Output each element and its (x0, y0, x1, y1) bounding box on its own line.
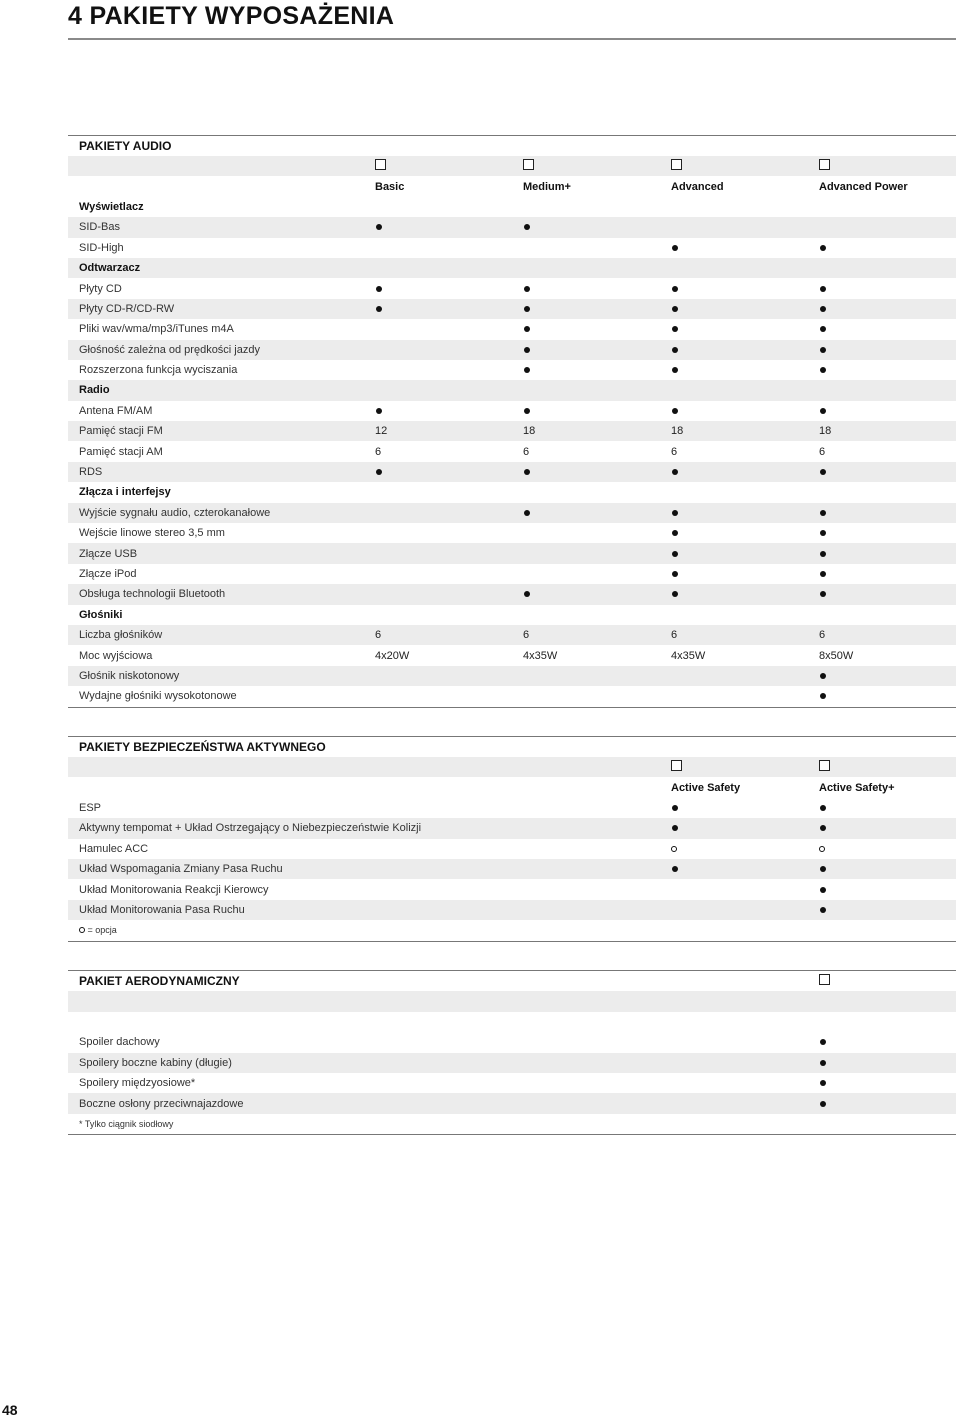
filled-dot-icon (672, 408, 678, 414)
column-header: Active Safety (671, 781, 741, 794)
filled-dot-icon (672, 571, 678, 577)
cell-value: 18 (523, 425, 536, 438)
row-label: Liczba głośników (79, 629, 163, 642)
standard-dot-icon (671, 588, 811, 600)
standard-dot-icon (671, 303, 811, 315)
checkbox-active-safety-plus[interactable] (819, 760, 830, 771)
table-row (68, 278, 956, 298)
aero-footnote: * Tylko ciągnik siodłowy (79, 1118, 174, 1129)
row-label: Spoilery boczne kabiny (długie) (79, 1056, 232, 1069)
row-label: Pamięć stacji AM (79, 445, 163, 458)
filled-dot-icon (672, 326, 678, 332)
cell-value: 6 (671, 629, 678, 642)
row-label: SID-High (79, 241, 124, 254)
aero-blank-row (68, 991, 956, 1011)
aero-package-table (68, 970, 956, 1135)
filled-dot-icon (524, 224, 530, 230)
standard-dot-icon (671, 466, 811, 478)
filled-dot-icon (820, 1039, 826, 1045)
row-label: SID-Bas (79, 221, 120, 234)
checkbox-advanced[interactable] (671, 159, 682, 170)
row-label: Płyty CD-R/CD-RW (79, 302, 175, 315)
table-row (68, 818, 956, 838)
safety-checkbox-row (68, 757, 956, 777)
standard-dot-icon (819, 670, 959, 682)
filled-dot-icon (376, 469, 382, 475)
cell-value: 6 (819, 445, 826, 458)
row-label: Obsługa technologii Bluetooth (79, 588, 226, 601)
audio-heading: PAKIETY AUDIO (68, 135, 956, 156)
standard-dot-icon (819, 1057, 959, 1069)
option-ring-icon (819, 843, 959, 855)
group-header-row (68, 258, 956, 278)
safety-packages-table (68, 736, 956, 942)
row-label: RDS (79, 466, 103, 479)
filled-dot-icon (376, 286, 382, 292)
filled-dot-icon (672, 347, 678, 353)
filled-dot-icon (820, 408, 826, 414)
filled-dot-icon (820, 907, 826, 913)
standard-dot-icon (819, 548, 959, 560)
standard-dot-icon (523, 588, 663, 600)
standard-dot-icon (671, 364, 811, 376)
filled-dot-icon (524, 347, 530, 353)
filled-dot-icon (820, 530, 826, 536)
aero-heading: PAKIET AERODYNAMICZNY (79, 974, 240, 989)
filled-dot-icon (820, 347, 826, 353)
table-row (68, 900, 956, 920)
row-label: Moc wyjściowa (79, 649, 153, 662)
aero-footnote-row (68, 1114, 956, 1134)
audio-checkbox-row (68, 156, 956, 176)
table-row (68, 584, 956, 604)
row-label: Wyjście sygnału audio, czterokanałowe (79, 506, 271, 519)
filled-dot-icon (820, 306, 826, 312)
row-label: Układ Wspomagania Zmiany Pasa Ruchu (79, 863, 283, 876)
group-label: Wyświetlacz (79, 200, 144, 213)
group-label: Złącza i interfejsy (79, 486, 171, 499)
row-label: Głośnik niskotonowy (79, 669, 180, 682)
standard-dot-icon (819, 588, 959, 600)
table-row (68, 879, 956, 899)
checkbox-medium-plus[interactable] (523, 159, 534, 170)
filled-dot-icon (672, 825, 678, 831)
table-row (68, 666, 956, 686)
row-label: Układ Monitorowania Pasa Ruchu (79, 903, 245, 916)
row-label: Wydajne głośniki wysokotonowe (79, 690, 237, 703)
standard-dot-icon (671, 405, 811, 417)
table-row (68, 503, 956, 523)
standard-dot-icon (671, 323, 811, 335)
aero-spacer-row (68, 1012, 956, 1032)
table-row (68, 1073, 956, 1093)
table-row (68, 625, 956, 645)
standard-dot-icon (819, 822, 959, 834)
filled-dot-icon (820, 286, 826, 292)
row-label: Układ Monitorowania Reakcji Kierowcy (79, 883, 269, 896)
filled-dot-icon (820, 805, 826, 811)
table-row (68, 564, 956, 584)
standard-dot-icon (819, 344, 959, 356)
filled-dot-icon (672, 367, 678, 373)
open-ring-icon (819, 846, 825, 852)
filled-dot-icon (820, 887, 826, 893)
table-row (68, 839, 956, 859)
filled-dot-icon (820, 367, 826, 373)
table-row (68, 859, 956, 879)
row-label: Złącze USB (79, 547, 138, 560)
cell-value: 4x35W (523, 649, 558, 662)
option-legend (68, 920, 956, 940)
table-row (68, 1093, 956, 1113)
standard-dot-icon (671, 283, 811, 295)
row-label: Antena FM/AM (79, 404, 153, 417)
column-header: Advanced (671, 180, 724, 193)
standard-dot-icon (819, 884, 959, 896)
standard-dot-icon (819, 303, 959, 315)
filled-dot-icon (524, 469, 530, 475)
cell-value: 4x20W (375, 649, 410, 662)
standard-dot-icon (819, 507, 959, 519)
filled-dot-icon (672, 469, 678, 475)
row-label: Złącze iPod (79, 568, 137, 580)
standard-dot-icon (819, 1098, 959, 1110)
option-ring-icon (671, 843, 811, 855)
standard-dot-icon (819, 1077, 959, 1089)
row-label: Wejście linowe stereo 3,5 mm (79, 527, 225, 540)
group-label: Głośniki (79, 608, 123, 621)
standard-dot-icon (375, 405, 515, 417)
standard-dot-icon (671, 344, 811, 356)
table-row (68, 401, 956, 421)
row-label: Spoiler dachowy (79, 1036, 160, 1049)
filled-dot-icon (820, 469, 826, 475)
row-label: Pamięć stacji FM (79, 425, 163, 438)
table-row (68, 543, 956, 563)
cell-value: 6 (671, 445, 678, 458)
filled-dot-icon (524, 408, 530, 414)
standard-dot-icon (523, 405, 663, 417)
group-header-row (68, 380, 956, 400)
row-label: Hamulec ACC (79, 842, 149, 855)
filled-dot-icon (672, 510, 678, 516)
row-label: Płyty CD (79, 282, 122, 295)
group-header-row (68, 605, 956, 625)
standard-dot-icon (819, 323, 959, 335)
group-label: Radio (79, 384, 110, 397)
standard-dot-icon (375, 283, 515, 295)
standard-dot-icon (819, 527, 959, 539)
checkbox-advanced-power[interactable] (819, 159, 830, 170)
column-header: Medium+ (523, 180, 571, 193)
filled-dot-icon (524, 306, 530, 312)
cell-value: 18 (671, 425, 684, 438)
filled-dot-icon (524, 286, 530, 292)
standard-dot-icon (671, 507, 811, 519)
table-row (68, 523, 956, 543)
checkbox-basic[interactable] (375, 159, 386, 170)
cell-value: 6 (375, 629, 382, 642)
filled-dot-icon (820, 693, 826, 699)
filled-dot-icon (524, 326, 530, 332)
title-rule (68, 38, 956, 40)
filled-dot-icon (820, 591, 826, 597)
row-label: Aktywny tempomat + Układ Ostrzegający o Niebezpieczeństwie Kolizji (79, 822, 422, 835)
filled-dot-icon (672, 306, 678, 312)
row-label: Spoilery międzyosiowe* (79, 1077, 196, 1090)
table-row (68, 441, 956, 461)
standard-dot-icon (375, 221, 515, 233)
filled-dot-icon (820, 866, 826, 872)
filled-dot-icon (820, 326, 826, 332)
cell-value: 12 (375, 425, 388, 438)
standard-dot-icon (671, 802, 811, 814)
cell-value: 6 (523, 445, 530, 458)
filled-dot-icon (820, 551, 826, 557)
standard-dot-icon (523, 466, 663, 478)
cell-value: 6 (375, 445, 382, 458)
standard-dot-icon (523, 283, 663, 295)
standard-dot-icon (819, 863, 959, 875)
table-row (68, 340, 956, 360)
filled-dot-icon (672, 551, 678, 557)
checkbox-active-safety[interactable] (671, 760, 682, 771)
filled-dot-icon (672, 530, 678, 536)
row-label: Rozszerzona funkcja wyciszania (79, 364, 238, 377)
filled-dot-icon (524, 510, 530, 516)
aero-heading-row (68, 970, 956, 991)
standard-dot-icon (671, 568, 811, 580)
filled-dot-icon (672, 866, 678, 872)
standard-dot-icon (671, 527, 811, 539)
filled-dot-icon (820, 571, 826, 577)
standard-dot-icon (523, 323, 663, 335)
standard-dot-icon (819, 1036, 959, 1048)
group-header-row (68, 197, 956, 217)
standard-dot-icon (523, 221, 663, 233)
open-ring-icon (671, 846, 677, 852)
column-header: Advanced Power (819, 180, 908, 193)
filled-dot-icon (820, 673, 826, 679)
standard-dot-icon (375, 466, 515, 478)
filled-dot-icon (820, 1101, 826, 1107)
standard-dot-icon (819, 568, 959, 580)
column-header: Basic (375, 180, 405, 193)
table-row (68, 299, 956, 319)
filled-dot-icon (672, 245, 678, 251)
table-row (68, 798, 956, 818)
legend-text: = opcja (87, 925, 117, 936)
filled-dot-icon (376, 224, 382, 230)
standard-dot-icon (819, 405, 959, 417)
table-row (68, 238, 956, 258)
table-row (68, 421, 956, 441)
standard-dot-icon (523, 303, 663, 315)
column-header: Active Safety+ (819, 781, 895, 794)
filled-dot-icon (820, 510, 826, 516)
filled-dot-icon (376, 306, 382, 312)
filled-dot-icon (820, 825, 826, 831)
table-row (68, 1032, 956, 1052)
row-label: Boczne osłony przeciwnajazdowe (79, 1097, 244, 1110)
cell-value: 6 (819, 629, 826, 642)
row-label: ESP (79, 801, 102, 814)
option-ring-icon (79, 927, 85, 933)
row-label: Pliki wav/wma/mp3/iTunes m4A (79, 323, 234, 336)
cell-value: 8x50W (819, 649, 854, 662)
group-header-row (68, 482, 956, 502)
standard-dot-icon (671, 242, 811, 254)
standard-dot-icon (819, 690, 959, 702)
standard-dot-icon (671, 822, 811, 834)
page-number: 48 (2, 1402, 18, 1418)
standard-dot-icon (523, 344, 663, 356)
cell-value: 4x35W (671, 649, 706, 662)
row-label: Głośność zależna od prędkości jazdy (79, 343, 260, 356)
table-row (68, 686, 956, 706)
safety-column-headers (68, 777, 956, 797)
table-row (68, 462, 956, 482)
filled-dot-icon (672, 286, 678, 292)
audio-column-headers (68, 176, 956, 196)
filled-dot-icon (672, 591, 678, 597)
audio-packages-table (68, 135, 956, 708)
standard-dot-icon (523, 507, 663, 519)
filled-dot-icon (672, 805, 678, 811)
filled-dot-icon (820, 1080, 826, 1086)
standard-dot-icon (819, 802, 959, 814)
standard-dot-icon (375, 303, 515, 315)
standard-dot-icon (819, 283, 959, 295)
table-row (68, 1053, 956, 1073)
safety-heading: PAKIETY BEZPIECZEŃSTWA AKTYWNEGO (68, 736, 956, 757)
filled-dot-icon (524, 367, 530, 373)
filled-dot-icon (524, 591, 530, 597)
table-row (68, 217, 956, 237)
table-row (68, 319, 956, 339)
cell-value: 6 (523, 629, 530, 642)
group-label: Odtwarzacz (79, 262, 141, 275)
table-row (68, 645, 956, 665)
standard-dot-icon (671, 548, 811, 560)
standard-dot-icon (819, 904, 959, 916)
standard-dot-icon (819, 364, 959, 376)
checkbox-aero[interactable] (819, 974, 830, 985)
table-row (68, 360, 956, 380)
standard-dot-icon (671, 863, 811, 875)
filled-dot-icon (820, 245, 826, 251)
cell-value: 18 (819, 425, 832, 438)
standard-dot-icon (523, 364, 663, 376)
filled-dot-icon (820, 1060, 826, 1066)
standard-dot-icon (819, 466, 959, 478)
filled-dot-icon (376, 408, 382, 414)
standard-dot-icon (819, 242, 959, 254)
page-title: 4 PAKIETY WYPOSAŻENIA (68, 2, 395, 30)
